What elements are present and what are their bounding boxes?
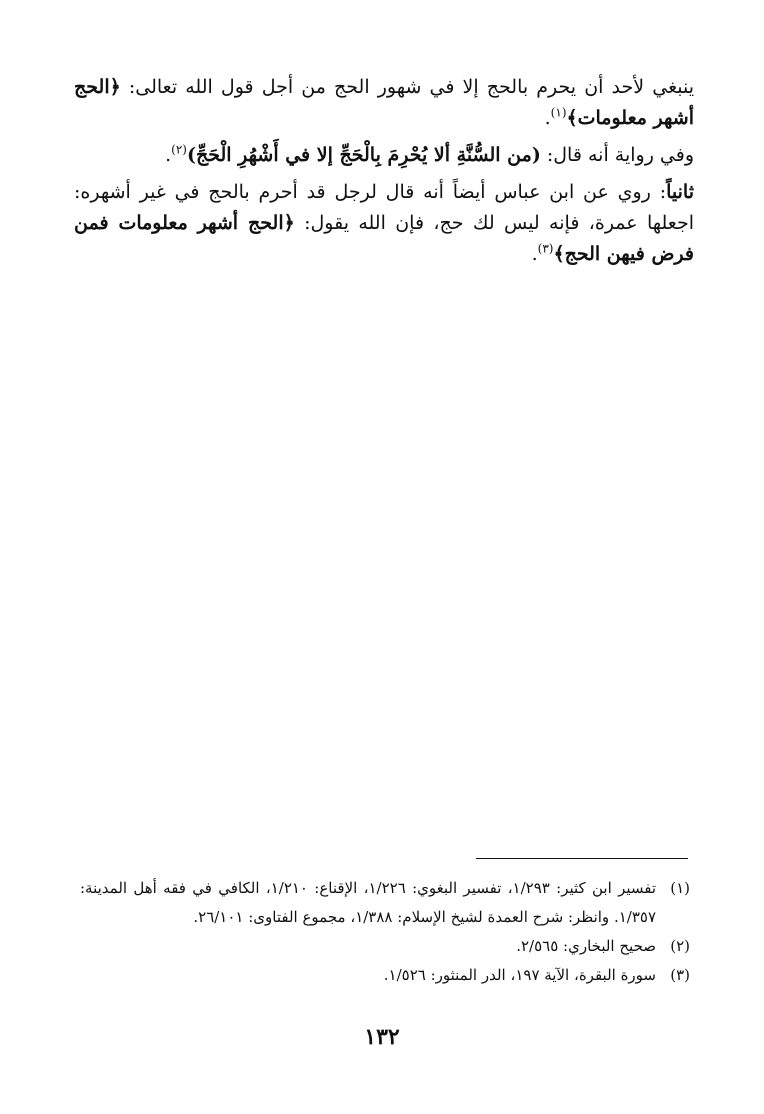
page-number: ١٣٢: [364, 1024, 400, 1050]
footnote-text: سورة البقرة، الآية ١٩٧، الدر المنثور: ١/٥٢٦.: [383, 966, 656, 984]
paragraph-1-text: ينبغي لأحد أن يحرم بالحج إلا في شهور الحج من أجل قول الله تعالى:: [120, 76, 694, 98]
paragraph-3-lead: ثانياً: [666, 181, 694, 203]
hadith-quote: (من السُّنَّةِ ألا يُحْرِمَ بِالْحَجِّ إلا في أَشْهُرِ الْحَجِّ): [186, 144, 541, 166]
footnote-divider: [476, 858, 688, 859]
paragraph-3-end: .: [531, 243, 538, 265]
footnote-ref-1: (١): [550, 105, 567, 120]
footnote-1: [80, 874, 690, 932]
footnote-text: تفسير ابن كثير: ١/٢٩٣، تفسير البغوي: ١/٢٢٦، الإقناع: ١/٢١٠، الكافي في فقه أهل المدينة: ١/٣٥٧. وانظر: شرح العمدة لشيخ الإسلام: ١/٣٨٨، مجموع الفتاوى: ٢٦/١٠١.: [80, 879, 657, 926]
paragraph-3-text: : روي عن ابن عباس أيضاً أنه قال لرجل قد أحرم بالحج في غير أشهره: اجعلها عمرة، فإنه ليس لك حج، فإن الله يقول:: [74, 181, 694, 234]
footnotes: [80, 874, 690, 990]
footnote-3: [80, 961, 690, 990]
paragraph-2-end: .: [165, 144, 172, 166]
footnote-ref-3: (٣): [537, 241, 554, 256]
paragraph-1-end: .: [544, 107, 551, 129]
footnote-ref-2: (٢): [171, 142, 187, 157]
paragraph-3: [74, 177, 694, 270]
footnote-text: صحيح البخاري: ٢/٥٦٥.: [516, 937, 656, 955]
footnote-2: [80, 932, 690, 961]
footnote-number: (٣): [670, 966, 690, 984]
footnote-number: (١): [670, 879, 690, 897]
main-text: [74, 72, 694, 270]
paragraph-2-text: وفي رواية أنه قال:: [540, 144, 694, 166]
quran-quote-1: ﴿الحج أشهر معلومات﴾: [74, 76, 694, 129]
quran-quote-2: ﴿الحج أشهر معلومات فمن فرض فيهن الحج﴾: [74, 212, 694, 265]
paragraph-2: [74, 140, 694, 171]
paragraph-1: [74, 72, 694, 134]
footnote-number: (٢): [670, 937, 690, 955]
